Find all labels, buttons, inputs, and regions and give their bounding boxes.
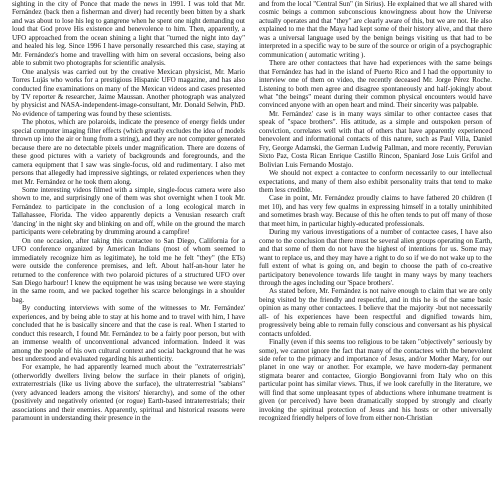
paragraph: During my various investigations of a number of contactee cases, I have also come to the conclusion that there must be several alien groups operating on Earth, and that some of them do not have the highest of intentions for us. Some may want to replace us, and they may have a right to do so if we do not wake up to the full extent of what is going on, and begin to choose the path of co-creative participatory benevolence towards life taught in many ways by many teachers through the ages including our 'Space brothers'. <box>259 228 492 287</box>
paragraph: sighting in the city of Ponce that made the news in 1991. I was told that Mr. Fernández (back then a fisherman and diver) had recently been bitten by a shark and was about to lose his leg to gangrene when he spent one night demanding out loud that God prove His existence and benevolence to him. Then, apparently, a UFO approached from the ocean shining a light that "turned the night into day" and healed his leg. Since 1996 I have personally researched this case, staying at Mr. Fernández's home and travelling with him on several occasions, being also able to submit two photographs for scientific analysis. <box>12 0 245 68</box>
paragraph: The photos, which are polaroids, indicate the presence of energy fields under special computer imaging filter effects (which greatly excludes the idea of models thrown up into the air or hung from a string), and they are not computer generated because there are no detectable pixels under magnification. There are dozens of these good pictures with a variety of backgrounds and foregrounds, and the camera equipment that I saw was single-focus, old and rudimentary. I also met persons that allegedly had impressive sightings, or related experiences when they met Mr. Fernández or he took them along. <box>12 118 245 186</box>
paragraph: Some interesting videos filmed with a simple, single-focus camera were also shown to me, and surprisingly one of them was shot overnight when I took Mr. Fernández to participate in the conclusion of a long ecological march in Tallahassee, Florida. The video apparently depicts a Venusian research craft 'dancing' in the night sky and blinking on and off, while on the ground the march participants were celebrating by drumming around a campfire! <box>12 185 245 237</box>
paragraph: One analysis was carried out by the creative Mexican physicist, Mr. Mario Torres Lujás who works for a prestigious Hispanic UFO magazine, and has also conducted fine examinations on many of the Mexican videos and cases presented by TV reporter & researcher, Jaime Maussan. Another photograph was analyzed by physicist and NASA-independent-image-consultant, Mr. Donald Selwin, PhD. No evidence of tampering was found by these scientists. <box>12 67 245 118</box>
paragraph: and from the local "Central Sun" (in Sirius). He explained that we all shared with cosmic beings a common subconscious knowingness about how the Universe actually operates and that "they" are clearly aware of this, but we are not. He also explained to me that the Maya had kept some of their history alive, and that there was a universal language used by the benign beings visiting us that had to be interpreted in a specific way to be sure of the source or origin of a psychographic communication ( automatic writing ). <box>259 0 492 59</box>
right-column <box>259 0 492 500</box>
paragraph: By conducting interviews with some of the witnesses to Mr. Fernández' experiences, and by being able to stay at his home and to travel with him, I have concluded that he is basically sincere and that the case is real. When I started to conduct this research, I found Mr. Fernández to be a fairly poor person, but with an immense wealth of unconventional advanced information. Indeed it was among the people of his own cultural context and social background that he was best understood and evaluated regarding his authenticity. <box>12 304 245 364</box>
paragraph: Finally (even if this seems too religious to be taken "objectively" seriously by some), we cannot ignore the fact that many of the contactees with the benevolent side refer to the primacy and importance of Jesus, and/or Mother Mary, for our planet in one way or another. For example, we have modern-day permanent stigmata bearer and contactee, Giorgio Bongiovanni from Italy who on this particular point has similar views. Thus, if we look carefully in the literature, we will find that some unpleasant types of abductions where inhumane treatment is given (or perceived) have been dramatically stopped by strongly and clearly invoking the spiritual protection of Jesus and his hosts or other universally recognized friendly helpers of love from either non-Christian <box>259 338 492 423</box>
paragraph: We should not expect a contactee to conform necessarily to our intellectual expectations, and many of them also exhibit personality traits that tend to make them less credible. <box>259 169 492 194</box>
paragraph: On one occasion, after taking this contactee to San Diego, California for a UFO conference organized by American Indians (most of whom seemed to immediately recognize him as legitimate), he told me he felt "they" (the ETs) were outside the conference premises, and left. About half-an-hour later he returned to the conference with two polaroid pictures of a structured UFO over San Diego harbour! I knew the equipment he was using because we were staying in the same room, and we packed together his scarce belongings in a shoulder bag. <box>12 236 245 304</box>
left-column <box>12 0 245 500</box>
paragraph: For example, he had apparently learned much about the "extraterrestrials" (otherworldly dwellers living below the surface in their planets of origin), extraterrestrials (like us living above the surface), the ultraterrestrial "sabians" (very advanced leaders among the visitors' hierarchy), and some of the other (positively and negatively oriented (or rogue) Earth-based intraterrestrials; their associations and their enemies. Apparently, spiritual and historical reasons were paramount in understanding their presence in the <box>12 363 245 423</box>
paragraph: Mr. Fernández' case is in many ways similar to other contactee cases that speak of "space brothers". His attitude, as a simple and outspoken person of conviction, correlates well with that of others that have apparently experienced benevolent and informational contacts of this nature, such as Paul Villa, Daniel Fry, George Adamski, the German Ludwig Pallman, and more recently, Peruvian Sixto Paz, Costa Rican Enrique Castillo Rincon, Spaniard Jose Luis Grifol and Bolivian Luis Fernando Mostajo. <box>259 109 492 169</box>
paragraph: Case in point, Mr. Fernández proudly claims to have fathered 20 children (I met 10), and has very few qualms in expressing himself in a totally uninhibited and sometimes brash way. Because of this he often tends to put off many of those that meet him, in particular highly-educated professionals. <box>259 194 492 228</box>
paragraph: There are other contactees that have had experiences with the same beings that Fernández has had in the island of Puerto Rico and I had the opportunity to interview one of them on video, the recently deceased Mr. Jorge Pérez Roche. Listening to both men agree and disagree spontaneously and half-jokingly about what "the beings" meant during their common physical encounters would have convinced anyone with an open heart and mind. Their sincerity was palpable. <box>259 59 492 110</box>
paragraph: As stated before, Mr. Fernández is not naive enough to claim that we are only being visited by the friendly and respectful, and in this he is of the same basic opinion as many other contactees. I believe that the majority -but not necessarily all- of his experiences have been respectful and dignified towards him, progressively being able to remain fully conscious and conversant as his physical contacts unfolded. <box>259 287 492 338</box>
